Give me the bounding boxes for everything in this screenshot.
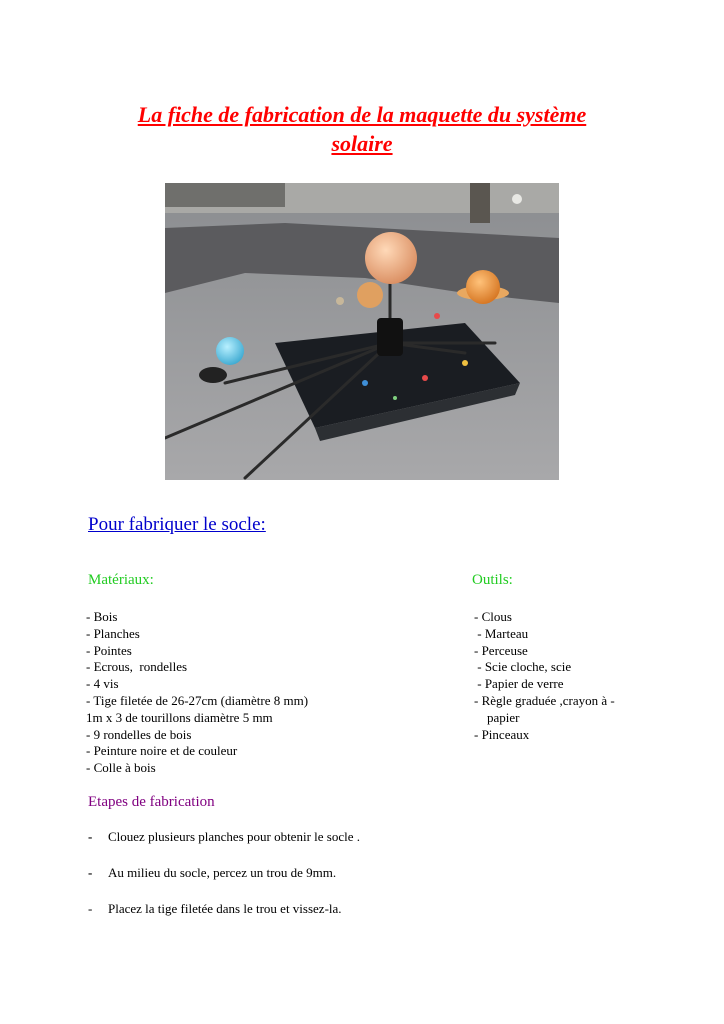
step-item xyxy=(88,901,342,917)
title-line-1: La fiche de fabrication de la maquette du système xyxy=(137,102,587,127)
list-item: - Pinceaux xyxy=(474,726,530,742)
tools-heading: Outils: xyxy=(472,572,513,588)
materials-heading: Matériaux: xyxy=(88,572,154,588)
step-dash: - xyxy=(88,865,93,880)
list-item: - Ecrous, rondelles xyxy=(86,659,188,675)
step-dash: - xyxy=(88,901,93,916)
step-item xyxy=(88,829,360,845)
list-item: - Marteau xyxy=(474,625,529,641)
title-line-2: solaire xyxy=(331,131,393,156)
step-text: Placez la tige filetée dans le trou et vissez-la. xyxy=(108,901,342,916)
step-text: Clouez plusieurs planches pour obtenir le socle . xyxy=(108,829,360,844)
list-item: papier xyxy=(474,709,520,725)
list-item: 1m x 3 de tourillons diamètre 5 mm xyxy=(86,709,273,725)
steps-heading: Etapes de fabrication xyxy=(88,794,215,810)
step-dash: - xyxy=(88,829,93,844)
materials-list xyxy=(86,609,308,777)
list-item: - 4 vis xyxy=(86,676,119,692)
photo-illustration xyxy=(165,183,559,480)
list-item: - Perceuse xyxy=(474,642,528,658)
list-item: - Peinture noire et de couleur xyxy=(86,743,238,759)
list-item: - Clous xyxy=(474,609,512,624)
list-item: - 9 rondelles de bois xyxy=(86,726,192,742)
step-item xyxy=(88,865,336,881)
tools-list xyxy=(474,609,615,743)
list-item: - Pointes xyxy=(86,642,132,658)
socle-heading: Pour fabriquer le socle: xyxy=(88,514,266,535)
list-item: - Papier de verre xyxy=(474,676,564,692)
list-item: - Planches xyxy=(86,625,140,641)
solar-system-model-photo xyxy=(165,183,559,480)
page-title xyxy=(60,100,664,158)
list-item: - Scie cloche, scie xyxy=(474,659,572,675)
list-item: - Colle à bois xyxy=(86,760,156,776)
step-text: Au milieu du socle, percez un trou de 9mm. xyxy=(108,865,337,880)
list-item: - Tige filetée de 26-27cm (diamètre 8 mm) xyxy=(86,692,309,708)
list-item: - Bois xyxy=(86,609,118,624)
list-item: - Règle graduée ,crayon à - xyxy=(474,692,615,708)
